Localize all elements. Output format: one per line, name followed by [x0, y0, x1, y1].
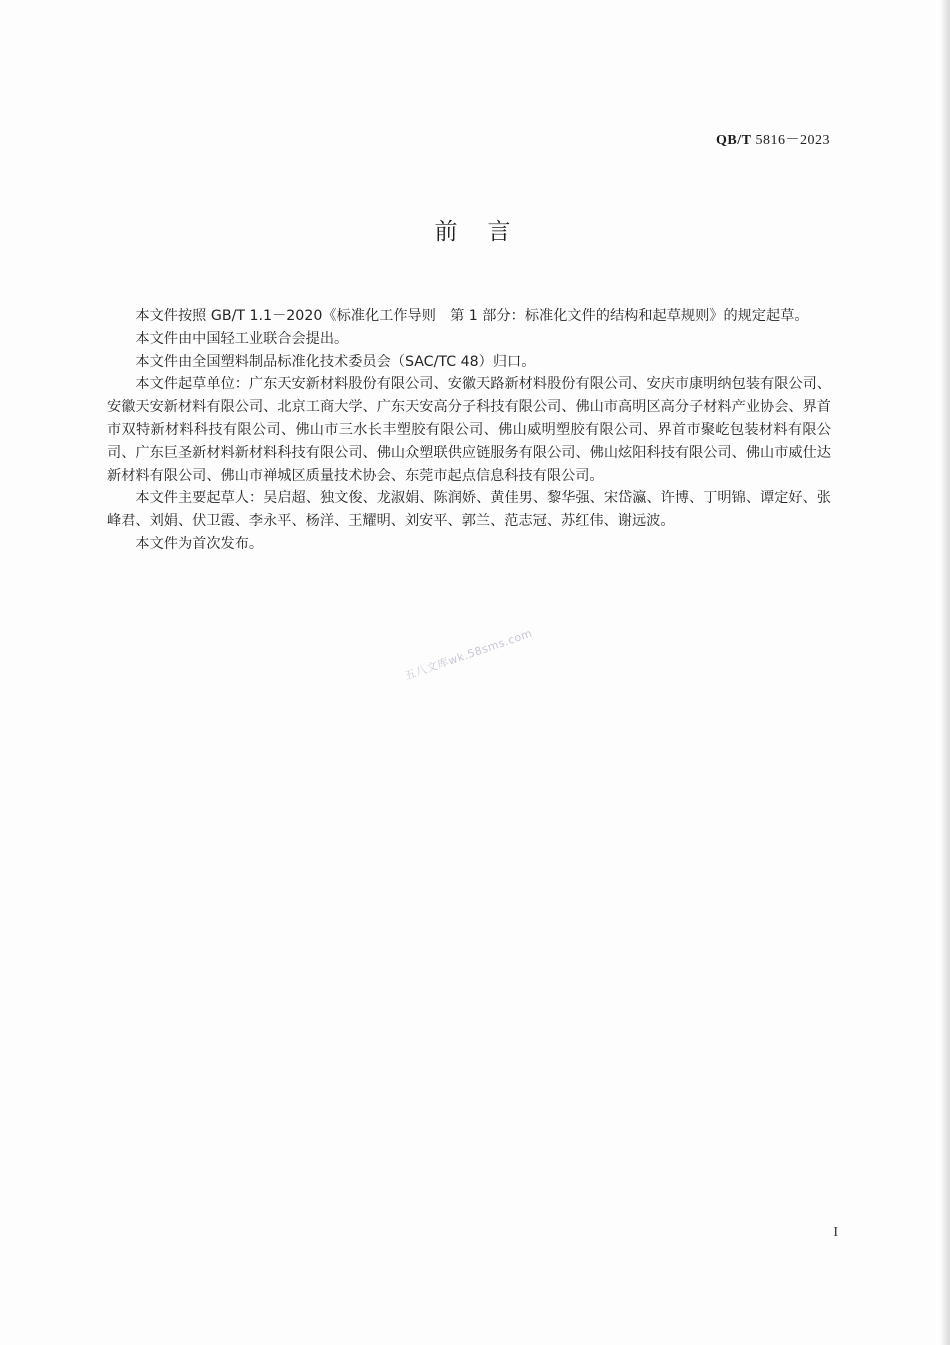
page-edge-shadow	[940, 0, 950, 1345]
paragraph-main-drafters: 本文件主要起草人：吴启超、独文俊、龙淑娟、陈润娇、黄佳男、黎华强、宋岱瀛、许博、丁明锦、谭定好、张峰君、刘娟、伏卫霞、李永平、杨洋、王耀明、刘安平、郭兰、范志冠、苏红伟、谢远波。	[107, 490, 831, 530]
watermark: 五八文库wk.58sms.com	[403, 626, 535, 683]
page-title: 前言	[434, 219, 541, 245]
document-code-number: 5816－2023	[751, 133, 830, 148]
foreword-body	[107, 305, 831, 556]
paragraph-proposed-by: 本文件由中国轻工业联合会提出。	[135, 330, 349, 347]
paragraph-drafting-units: 本文件起草单位：广东天安新材料股份有限公司、安徽天路新材料股份有限公司、安庆市康明纳包装有限公司、安徽天安新材料有限公司、北京工商大学、广东天安高分子科技有限公司、佛山市高明区高分子材料产业协会、界首市双特新材料科技有限公司、佛山市三水长丰塑胶有限公司、佛山威明塑胶有限公司、界首市聚屹包装材料有限公司、广东巨圣新材料新材料科技有限公司、佛山众塑联供应链服务有限公司、佛山炫阳科技有限公司、佛山市威仕达新材料有限公司、佛山市禅城区质量技术协会、东莞市起点信息科技有限公司。	[107, 376, 831, 484]
paragraph-first-release: 本文件为首次发布。	[135, 535, 264, 552]
document-code	[716, 129, 830, 149]
page-number: I	[833, 1225, 838, 1240]
paragraph-drafting-rules: 本文件按照 GB/T 1.1－2020《标准化工作导则 第 1 部分：标准化文件的结构和起草规则》的规定起草。	[135, 308, 809, 324]
document-code-prefix: QB/T	[716, 133, 752, 148]
paragraph-centralized-by: 本文件由全国塑料制品标准化技术委员会（SAC/TC 48）归口。	[135, 353, 536, 370]
